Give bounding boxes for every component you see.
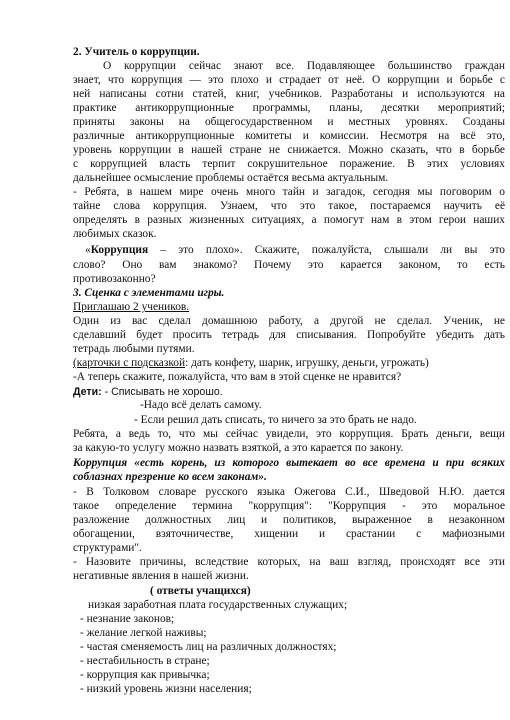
children-answer: - Списывать не хорошо. <box>101 386 223 398</box>
reason-item: - желание легкой наживы; <box>80 627 207 639</box>
answer-line: - Если решил дать списать, то ничего за это брать не надо. <box>134 414 417 426</box>
bold-quote-line: соблазнах презрение ко всем законам». <box>73 471 267 483</box>
cards-rest: : дать конфету, шарик, игрушку, деньги, угрожать) <box>185 357 429 369</box>
quote-open: « <box>85 244 91 256</box>
reason-item: - низкий уровень жизни населения; <box>80 683 252 695</box>
intro-line: различные антикоррупционные комитеты и комиссии. Несмотря на всё это, <box>73 130 505 142</box>
dictionary-line: разложение должностных лиц и политиков, выраженное в незаконном <box>73 514 505 526</box>
intro-line: приняты законы на общегосударственном и местных уровнях. Созданы <box>73 116 505 128</box>
kids-intro-line: - Ребята, в нашем мире очень много тайн и загадок, сегодня мы поговорим о <box>73 186 505 198</box>
explanation-line: Ребята, а ведь то, что мы сейчас увидели, это коррупция. Брать деньги, вещи <box>73 428 505 440</box>
answer-line: -Надо всё делать самому. <box>140 399 262 411</box>
reason-item: низкая заработная плата государственных служащих; <box>88 599 348 611</box>
quote-bold-word: Коррупция <box>90 244 149 256</box>
intro-line: дальнейшее осмысление проблемы остаётся весьма актуальным. <box>73 172 389 184</box>
intro-line: ней написаны сотни статей, книг, учебников. Разработаны и используются на <box>73 88 505 100</box>
invite-line: Приглашаю 2 учеников. <box>73 301 190 313</box>
dictionary-line: структурами". <box>73 542 142 554</box>
children-line <box>73 385 505 399</box>
children-label: Дети: <box>73 386 102 398</box>
scene-line: Один из вас сделал домашнюю работу, а другой не сделал. Ученик, не <box>73 315 505 327</box>
reason-item: - частая сменяемость лиц на различных должностях; <box>80 641 337 653</box>
kids-intro-line: тайне слова коррупция. Узнаем, что это такое, постараемся научить её <box>73 200 505 212</box>
intro-line: практике антикоррупционные программы, планы, десятки мероприятий; <box>73 102 505 114</box>
kids-intro-line: любимых сказок. <box>73 228 157 240</box>
intro-line: О коррупции сейчас знают все. Подавляющее большинство граждан <box>103 60 505 72</box>
intro-line: уровень коррупции в нашей стране не снижается. Можно сказать, что в борьбе <box>73 144 505 156</box>
reason-item: - нестабильность в стране; <box>80 655 210 667</box>
scene-line: сделавший будет просить тетрадь для списывания. Попробуйте убедить дать <box>73 329 505 341</box>
intro-line: с коррупцией власть терпит сокрушительное поражение. В этих условиях <box>73 158 505 170</box>
dictionary-line: обогащении, взяточничестве, хищении и срастании с мафиозными <box>73 528 505 540</box>
quote-line-3: противозаконно? <box>73 273 156 285</box>
quote-line-1 <box>85 243 505 257</box>
cards-underlined: (карточки с подсказкой <box>73 357 186 369</box>
dictionary-line: такое определение термина "коррупция": "Коррупция - это моральное <box>73 500 505 512</box>
explanation-line: за какую-то услугу можно назвать взяткой, а это карается по закону. <box>73 442 404 454</box>
quote-rest: – это плохо». Скажите, пожалуйста, слышали ли вы это <box>148 244 505 256</box>
intro-line: знает, что коррупция — это плохо и страдает от неё. О коррупции и борьбе с <box>73 74 505 86</box>
reasons-question-line: негативные явления в нашей жизни. <box>73 570 249 582</box>
kids-intro-line: определять в разных жизненных ситуациях, а помогут нам в этом герои наших <box>73 214 505 226</box>
dictionary-line: - В Толковом словаре русского языка Ожегова С.И., Шведовой Н.Ю. дается <box>73 486 505 498</box>
reason-item: - коррупция как привычка; <box>80 669 210 681</box>
bold-quote-line: Коррупция «есть корень, из которого вытекает во все времена и при всяких <box>73 457 505 469</box>
section-3-title: 3. Сценка с элементами игры. <box>73 287 225 299</box>
scene-line: тетрадь любыми путями. <box>73 343 195 355</box>
quote-line-2: слово? Оно вам знакомо? Почему это карается законом, то есть <box>73 259 505 271</box>
reasons-question-line: - Назовите причины, вследствие которых, на ваш взгляд, происходят все эти <box>73 556 505 568</box>
reason-item: - незнание законов; <box>80 613 175 625</box>
question-line: -А теперь скажите, пожалуйста, что вам в этой сценке не нравится? <box>73 371 402 383</box>
section-2-title: 2. Учитель о коррупции. <box>73 46 200 58</box>
cards-line <box>73 356 505 370</box>
answers-heading: ( ответы учащихся) <box>150 585 251 597</box>
